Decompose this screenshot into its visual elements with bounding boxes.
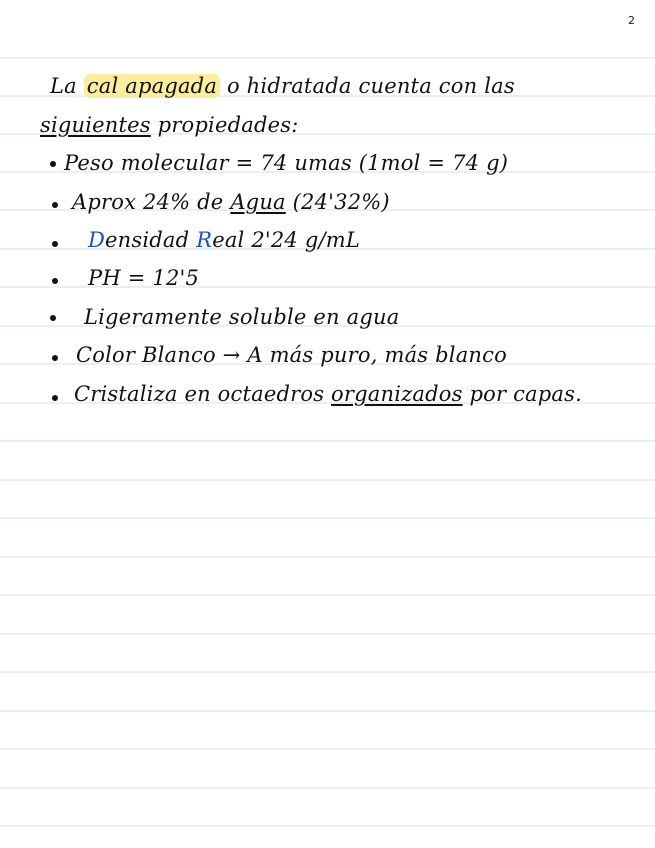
list-item-solubilidad: Ligeramente soluble en agua — [84, 305, 400, 329]
cristaliza-prefix: Cristaliza en octaedros — [74, 382, 332, 406]
agua-suffix: (24'32%) — [285, 190, 390, 214]
densidad-initial: D — [88, 228, 106, 252]
bullet-dot — [52, 241, 58, 247]
agua-prefix: Aprox 24% de — [72, 190, 231, 214]
agua-word: Agua — [230, 190, 286, 214]
intro-line-2 — [40, 113, 298, 137]
bullet-dot — [52, 395, 58, 401]
intro-propiedades: propiedades: — [157, 113, 299, 137]
intro-rest: o hidratada cuenta con las — [226, 74, 515, 98]
page-number: 2 — [628, 14, 635, 27]
list-item-ph: PH = 12'5 — [88, 266, 200, 290]
list-item-color: Color Blanco → A más puro, más blanco — [76, 343, 507, 367]
list-item-agua — [72, 190, 390, 214]
intro-line-1 — [50, 74, 515, 98]
bullet-dot — [52, 355, 58, 361]
bullet-dot — [50, 315, 56, 321]
real-initial: R — [196, 228, 213, 252]
bullet-dot — [50, 161, 56, 167]
cristaliza-organizados: organizados — [331, 382, 463, 406]
densidad-rest: ensidad — [105, 228, 197, 252]
intro-word-la: La — [50, 74, 77, 98]
bullet-dot — [52, 202, 58, 208]
highlight-cal-apagada: cal apagada — [84, 74, 220, 98]
list-item-peso-molecular: Peso molecular = 74 umas (1mol = 74 g) — [64, 151, 509, 175]
bullet-dot — [52, 278, 58, 284]
real-rest: eal 2'24 g/mL — [212, 228, 361, 252]
cristaliza-suffix: por capas. — [462, 382, 582, 406]
list-item-densidad — [88, 228, 360, 252]
list-item-cristaliza — [74, 382, 582, 406]
intro-siguientes: siguientes — [40, 113, 151, 137]
